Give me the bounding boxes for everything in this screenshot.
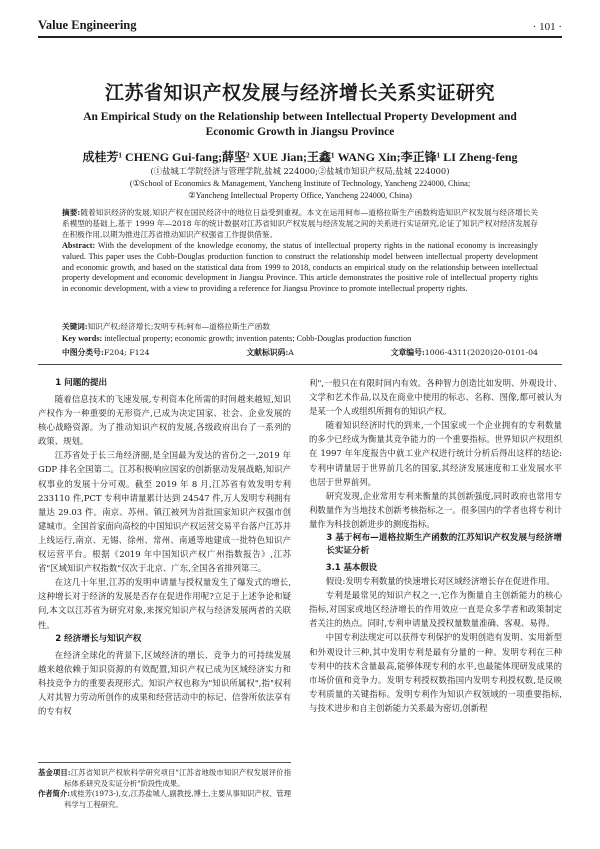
affiliation-chinese: (①盐城工学院经济与管理学院,盐城 224000;②盐城市知识产权局,盐城 224000) [150, 166, 450, 176]
page-number: · 101 · [532, 21, 562, 33]
document-code: 文献标识码:A [246, 348, 294, 357]
abstract-cn-label: 摘要: [62, 208, 81, 217]
footnote [38, 762, 291, 810]
section-heading-2: 2 经济增长与知识产权 [55, 633, 142, 644]
affiliation-english-2: ②Yancheng Intellectual Property Office, Yancheng 224000, China) [188, 191, 412, 200]
keywords-english [62, 334, 538, 345]
keywords-cn-label: 关键词: [62, 322, 88, 331]
subsection-heading-3-1: 3.1 基本假设 [325, 562, 378, 573]
title-chinese: 江苏省知识产权发展与经济增长关系实证研究 [104, 82, 495, 104]
paragraph: 在这几十年里,江苏的发明申请量与授权量发生了爆发式的增长,这种增长对于经济的发展是否存在促进作用呢?立足于上述争论和疑问,本文以江苏省为研究对象,来探究知识产权与经济发展两者的关联性。 [38, 577, 291, 630]
abstract-english [62, 241, 538, 295]
abstract-cn-text: 随着知识经济的发展,知识产权在国民经济中的地位日益受到重视。本文在运用柯布—道格拉斯生产函数构造知识产权发展与经济增长关系模型的基础上,基于 1999 年—2018 年的统计数据对江苏省知识产权发展与经济发展之间的关系进行实证研究,论证了知识产权对经济发展存在积极作用,以期为推进江苏省推动知识产权强省工作提供借鉴。 [62, 208, 538, 239]
affiliation-english-1: (①School of Economics & Management, Yancheng Institute of Technology, Yancheng 224000, China; [129, 179, 471, 188]
abstract-en-label: Abstract: [62, 241, 96, 250]
paragraph: 随着信息技术的飞速发展,专利资本化所需的时间越来越短,知识产权作为一种重要的无形资产,已成为决定国家、社会、企业发展的核心战略资源。为了推动知识产权的发展,各级政府出台了一系列的政策、规划。 [38, 394, 291, 447]
article-number: 文章编号:1006-4311(2020)20-0101-04 [390, 348, 538, 357]
journal-name: Value Engineering [38, 18, 137, 32]
abstract-en-text: With the development of the knowledge economy, the status of intellectual property rights in the national economy is increasingly valued. This paper uses the Cobb-Douglas production function to construct the relationship model between intellectual property development and economic growth, and based on the statistical data from 1999 to 2018, conducts an empirical study on the relationship between intellectual property development and economic development in Jiangsu Province. This article demonstrates the positive role of intellectual property rights in economic development, with a view to providing a reference for Jiangsu Province to promote intellectual property rights. [62, 241, 538, 294]
divider [38, 364, 562, 365]
author-list: 成桂芳¹ CHENG Gui-fang;薛坚² XUE Jian;王鑫¹ WANG Xin;李正锋¹ LI Zheng-feng [82, 150, 518, 164]
paragraph: 假设:发明专利数量的快速增长对区域经济增长存在促进作用。 [325, 576, 555, 587]
title-english: An Empirical Study on the Relationship between Intellectual Property Development and Economic Growth in Jiangsu Province [83, 111, 517, 138]
paragraph: 研究发现,企业常用专利来衡量的其创新强度,同时政府也常用专利数量作为当地技术创新考核指标之一。很多国内的学者也将专利计量作为科技创新进步的测度指标。 [309, 490, 562, 529]
paragraph: 江苏省处于长三角经济圈,是全国最为发达的省份之一,2019 年 GDP 排名全国第二。江苏积极响应国家的创新驱动发展战略,知识产权事业的发展十分可观。截至 2019 年 8 月,江苏省有效发明专利 233110 件,PCT 专利申请量累计达到 24547 件,万人发明专利拥有量达 29.03 件。南京、苏州、镇江被列为首批国家知识产权强市创建城市。全国首家面向高校的中国知识产权运营交易平台落户江苏并上线运行,南京、无锡、徐州、常州、南通等地建成一批特色知识产权运营平台。根据《2019 年中国知识产权广州指数报告》,江苏省"区域知识产权指数"仅次于北京、广东,全国各省排列第三。 [38, 450, 291, 574]
paragraph: 专利是最常见的知识产权之一,它作为衡量自主创新能力的核心指标,对国家或地区经济增长的作用效应一直是众多学者和政策制定者关注的热点。同时,专利申请量及授权量数量准确、客观、易得。 [309, 590, 562, 629]
author-bio: 作者简介:成桂芳(1973-),女,江苏盐城人,副教授,博士,主要从事知识产权、管理科学与工程研究。 [38, 789, 292, 809]
page-header [38, 12, 562, 38]
fund-note: 基金项目:江苏省知识产权软科学研究项目"江苏省地级市知识产权发展评价指标体系研究及实证分析"阶段性成果。 [38, 768, 291, 788]
abstract-chinese [62, 208, 538, 240]
clc-number: 中图分类号:F204; F124 [62, 348, 150, 357]
paragraph: 在经济全球化的背景下,区域经济的增长、竞争力的可持续发展越来越依赖于知识资源的有效配置,知识产权已成为区域经济实力和科技竞争力的重要表现形式。知识产权也称为"知识所属权",指"权利人对其智力劳动所创作的成果和经营活动中的标记、信誉所依法享有的专有权 [38, 649, 291, 716]
keywords-en-text: intellectual property; economic growth; invention patents; Cobb-Douglas production function [104, 334, 412, 343]
body-left-column [38, 376, 291, 718]
keywords-chinese [62, 322, 538, 333]
body-right-column [309, 376, 562, 715]
paragraph: 中国专利法规定可以获得专利保护的发明创造有发明、实用新型和外观设计三种,其中发明专利是最有分量的一种。发明专利在三种专利中的技术含量最高,能够体现专利的水平,也最能体现研发成果的市场价值和竞争力。发明专利授权数指国内发明专利授权数,是反映专利质量的关键指标。发明专利作为知识产权领域的一项重要指标,与技术进步和自主创新能力关系最为密切,创新程 [309, 632, 562, 713]
paragraph: 利",一般只在有限时间内有效。各种智力创造比如发明、外观设计、文学和艺术作品,以及在商业中使用的标志、名称、图像,都可被认为是某一个人或组织所拥有的知识产权。 [309, 378, 562, 417]
classification-row [62, 347, 538, 358]
section-heading-1: 1 问题的提出 [55, 378, 108, 388]
keywords-cn-text: 知识产权;经济增长;发明专利;柯布—道格拉斯生产函数 [87, 322, 270, 331]
paragraph: 随着知识经济时代的到来,一个国家或一个企业拥有的专利数量的多少已经成为衡量其竞争能力的一个重要指标。世界知识产权组织在 1997 年年度报告中就工业产权进行统计分析后得出这样的结论:专利申请量居于世界前几名的国家,其经济发展速度和工业发展水平也居于世界前列。 [309, 420, 562, 487]
section-heading-3: 3 基于柯布—道格拉斯生产函数的江苏知识产权发展与经济增长实证分析 [326, 533, 562, 557]
keywords-en-label: Key words: [62, 334, 103, 343]
